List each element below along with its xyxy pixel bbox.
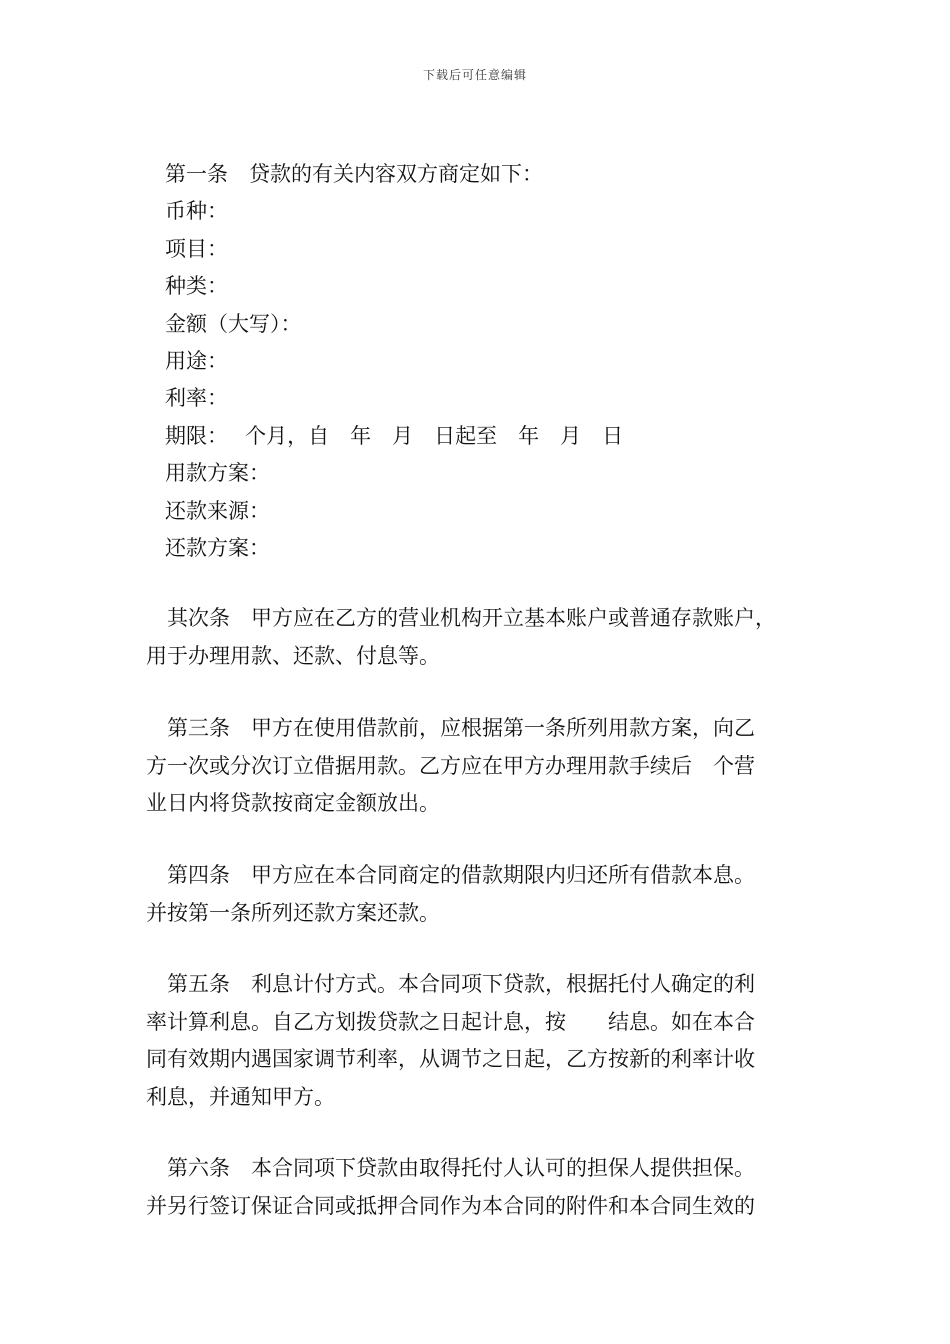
field-purpose: 用途： bbox=[165, 348, 228, 373]
article-1-heading: 第一条 贷款的有关内容双方商定如下： bbox=[165, 162, 543, 186]
article-2-paragraph bbox=[146, 600, 826, 675]
article-5-line: 率计算利息。自乙方划拨贷款之日起计息，按 结息。如在本合 bbox=[146, 1009, 755, 1034]
article-2-line: 其次条 甲方应在乙方的营业机构开立基本账户或普通存款账户， bbox=[146, 606, 776, 630]
field-currency: 币种： bbox=[165, 199, 228, 224]
article-4-paragraph bbox=[146, 857, 826, 932]
article-2-line: 用于办理用款、还款、付息等。 bbox=[146, 643, 440, 668]
field-type: 种类： bbox=[165, 274, 228, 299]
article-1-loan-terms bbox=[165, 156, 623, 567]
article-5-line: 第五条 利息计付方式。本合同项下贷款，根据托付人确定的利 bbox=[146, 972, 755, 996]
article-3-line: 业日内将贷款按商定金额放出。 bbox=[146, 791, 440, 815]
article-3-line: 方一次或分次订立借据用款。乙方应在甲方办理用款手续后 个营 bbox=[146, 753, 755, 778]
field-drawdown-plan: 用款方案： bbox=[165, 461, 270, 486]
article-5-line: 同有效期内遇国家调节利率，从调节之日起，乙方按新的利率计收 bbox=[146, 1047, 755, 1071]
article-4-line: 并按第一条所列还款方案还款。 bbox=[146, 900, 440, 925]
article-4-line: 第四条 甲方应在本合同商定的借款期限内归还所有借款本息。 bbox=[146, 863, 755, 887]
page-header: 下载后可任意编辑 bbox=[422, 68, 527, 82]
article-3-paragraph bbox=[146, 710, 826, 823]
field-term: 期限： 个月，自 年 月 日起至 年 月 日 bbox=[165, 423, 624, 448]
field-interest-rate: 利率： bbox=[165, 386, 228, 411]
article-5-line: 利息，并通知甲方。 bbox=[146, 1084, 335, 1109]
field-repayment-plan: 还款方案： bbox=[165, 535, 270, 560]
article-6-line: 并另行签订保证合同或抵押合同作为本合同的附件和本合同生效的 bbox=[146, 1193, 755, 1218]
article-6-paragraph bbox=[146, 1150, 826, 1225]
field-amount: 金额（大写）： bbox=[165, 311, 302, 336]
field-project: 项目： bbox=[165, 236, 228, 261]
field-repayment-source: 还款来源： bbox=[165, 498, 270, 523]
article-3-line: 第三条 甲方在使用借款前，应根据第一条所列用款方案，向乙 bbox=[146, 716, 755, 740]
article-5-paragraph bbox=[146, 966, 826, 1116]
article-6-line: 第六条 本合同项下贷款由取得托付人认可的担保人提供担保。 bbox=[146, 1156, 755, 1180]
